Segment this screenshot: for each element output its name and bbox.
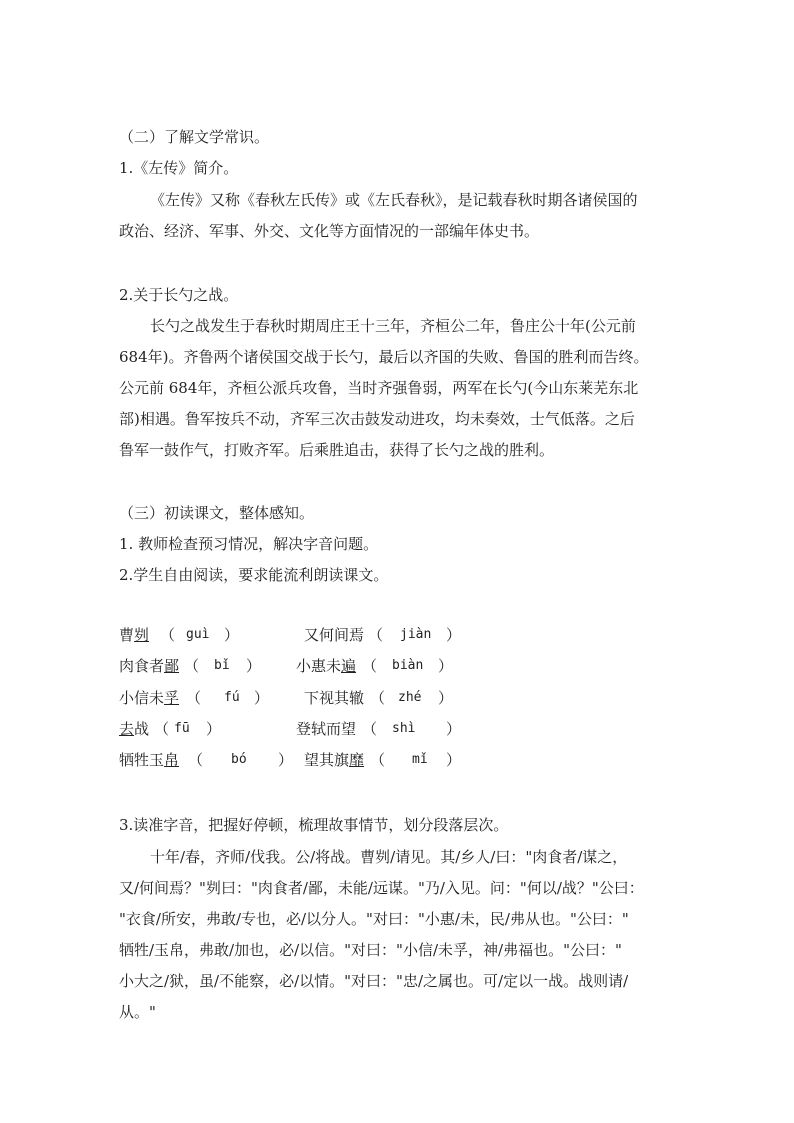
pinyin-text: bǐ: [214, 658, 230, 673]
pinyin-entry: [304, 688, 364, 708]
step-text: 1. 教师检查预习情况，解决字音问题。: [119, 535, 379, 553]
open-paren: （: [186, 689, 202, 707]
close-paren: ）: [438, 657, 454, 675]
close-paren: ）: [438, 689, 454, 707]
open-paren: （: [184, 657, 200, 675]
pinyin-entry: [296, 656, 356, 676]
target-char: 遍: [341, 657, 357, 675]
pinyin-text: shì: [392, 721, 416, 736]
word-text: 登: [296, 720, 312, 738]
section-heading: （三）初读课文，整体感知。: [119, 504, 315, 522]
paragraph-line: 公元前 684年，齐桓公派兵攻鲁，当时齐强鲁弱，两军在长勺(今山东莱芜东北: [119, 379, 639, 397]
section-heading: （二）了解文学常识。: [119, 128, 270, 146]
close-paren: ）: [278, 751, 294, 769]
pinyin-text: guì: [186, 627, 210, 642]
pinyin-entry: [304, 625, 364, 645]
word-text: 小信未: [119, 689, 165, 707]
open-paren: （: [362, 657, 378, 675]
step-text: 3.读准字音，把握好停顿，梳理故事情节，划分段落层次。: [119, 816, 509, 834]
paragraph-line: 鲁军一鼓作气，打败齐军。后乘胜追击，获得了长勺之战的胜利。: [119, 441, 555, 459]
open-paren: （: [154, 720, 170, 738]
item-title: 1.《左传》简介。: [119, 159, 239, 177]
word-text: 下视其: [304, 689, 350, 707]
close-paren: ）: [446, 751, 462, 769]
pinyin-text: mǐ: [412, 752, 428, 767]
close-paren: ）: [446, 720, 462, 738]
paragraph-line: 《左传》又称《春秋左氏传》或《左氏春秋》，是记载春秋时期各诸侯国的: [150, 191, 638, 209]
target-char: 间: [334, 626, 350, 644]
pinyin-text: bó: [231, 752, 247, 767]
pinyin-text: fú: [224, 690, 240, 705]
pinyin-entry: [119, 656, 179, 676]
paragraph-line: 政治、经济、军事、外交、文化等方面情况的一部编年体史书。: [119, 222, 540, 240]
target-char: 靡: [349, 751, 365, 769]
word-text: 战: [134, 720, 150, 738]
target-char: 刿: [134, 626, 150, 644]
pinyin-entry: [119, 688, 179, 708]
pinyin-text: fū: [174, 721, 190, 736]
pinyin-text: biàn: [392, 658, 424, 673]
paragraph-line: 长勺之战发生于春秋时期周庄王十三年，齐桓公二年，鲁庄公十年(公元前: [150, 317, 636, 335]
pinyin-text: jiàn: [400, 627, 432, 642]
open-paren: （: [368, 626, 384, 644]
paragraph-line: 小大之/狱，虽/不能察，必/以情。"对曰："忠/之属也。可/定以一战。战则请/: [119, 972, 629, 990]
open-paren: （: [362, 720, 378, 738]
word-text: 曹: [119, 626, 135, 644]
paragraph-line: 又/何间焉？"刿曰："肉食者/鄙，未能/远谋。"乃/入见。问："何以/战？"公曰：: [119, 879, 644, 897]
target-char: 孚: [164, 689, 180, 707]
word-text: 望其旗: [304, 751, 350, 769]
pinyin-entry: [296, 719, 356, 739]
word-text: 小惠未: [296, 657, 342, 675]
paragraph-line: 684年)。齐鲁两个诸侯国交战于长勺，最后以齐国的失败、鲁国的胜利而告终。: [119, 348, 649, 366]
word-text: 又何: [304, 626, 335, 644]
target-char: 轼: [311, 720, 327, 738]
word-text: 焉: [349, 626, 365, 644]
close-paren: ）: [446, 626, 462, 644]
pinyin-entry: [304, 750, 364, 770]
pinyin-entry: [119, 625, 149, 645]
open-paren: （: [188, 751, 204, 769]
close-paren: ）: [246, 657, 262, 675]
open-paren: （: [160, 626, 176, 644]
word-text: 而望: [326, 720, 357, 738]
close-paren: ）: [224, 626, 240, 644]
pinyin-entry: [119, 719, 149, 739]
close-paren: ）: [206, 720, 222, 738]
target-char: 去: [119, 720, 135, 738]
target-char: 辙: [349, 689, 365, 707]
word-text: 肉食者: [119, 657, 165, 675]
open-paren: （: [370, 689, 386, 707]
close-paren: ）: [254, 689, 270, 707]
paragraph-line: "衣食/所安，弗敢/专也，必/以分人。"对曰："小惠/未，民/弗从也。"公曰：": [119, 910, 629, 928]
open-paren: （: [370, 751, 386, 769]
pinyin-entry: [119, 750, 179, 770]
step-text: 2.学生自由阅读，要求能流利朗读课文。: [119, 566, 389, 584]
paragraph-line: 从。": [119, 1003, 156, 1021]
paragraph-line: 部)相遇。鲁军按兵不动，齐军三次击鼓发动进攻，均未奏效，士气低落。之后: [119, 410, 635, 428]
paragraph-line: 牺牲/玉帛，弗敢/加也，必/以信。"对曰："小信/未孚，神/弗福也。"公曰：": [119, 941, 622, 959]
target-char: 鄙: [164, 657, 180, 675]
pinyin-text: zhé: [398, 690, 422, 705]
item-title: 2.关于长勺之战。: [119, 286, 239, 304]
word-text: 牺牲玉: [119, 751, 165, 769]
target-char: 帛: [164, 751, 180, 769]
paragraph-line: 十年/春，齐师/伐我。公/将战。曹刿/请见。其/乡人/曰："肉食者/谋之，: [150, 848, 628, 866]
